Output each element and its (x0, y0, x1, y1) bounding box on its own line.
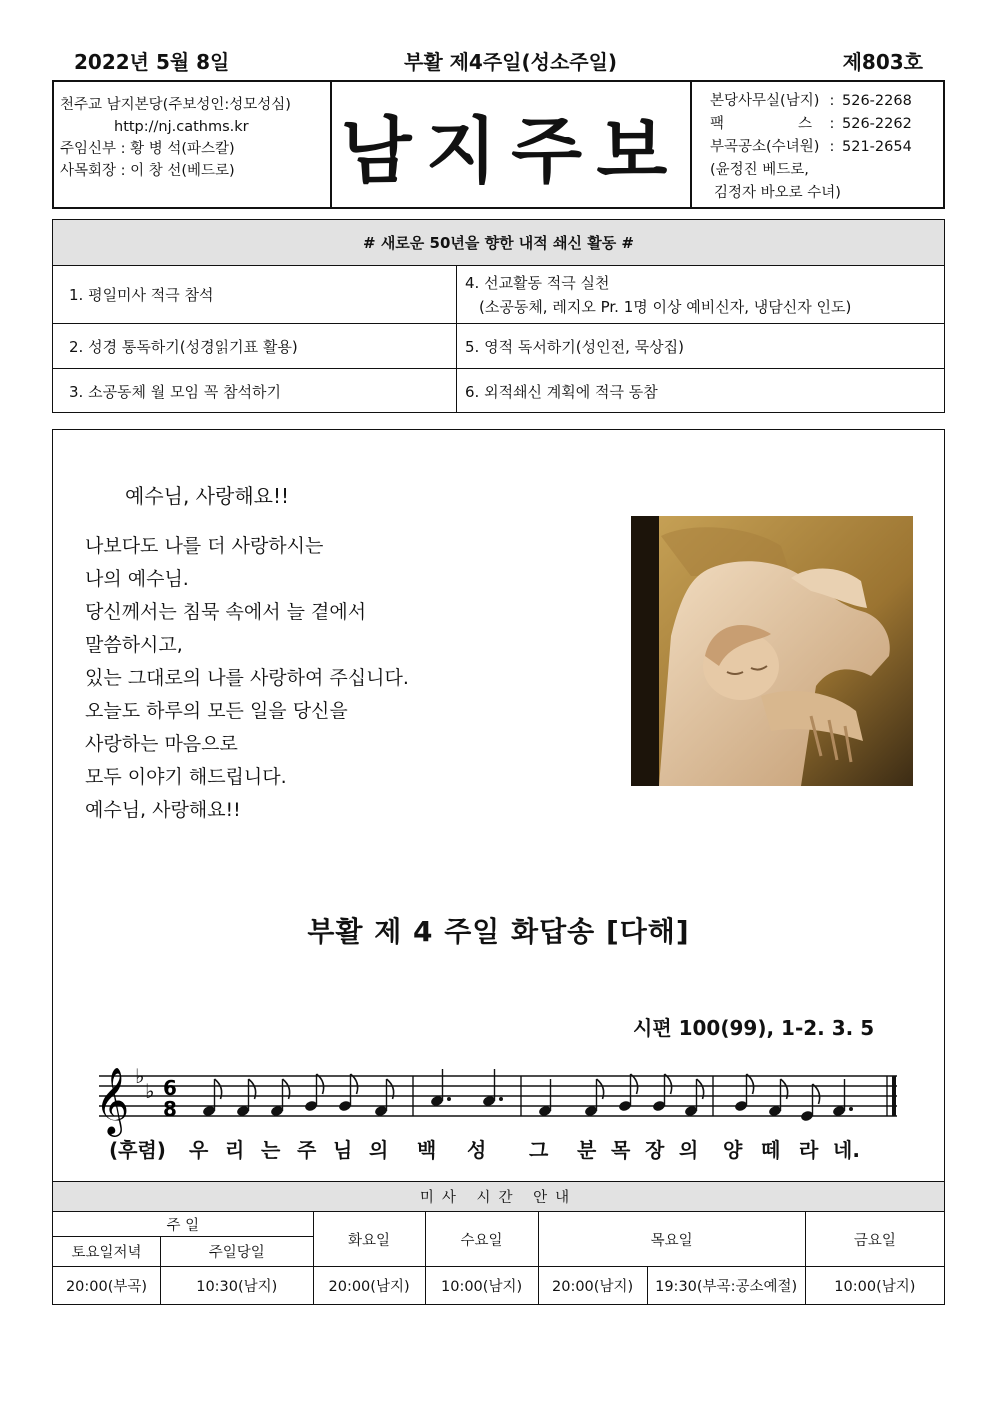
mass-time-cell: 10:30(남지) (161, 1267, 314, 1305)
lyric-syllable: 는 (261, 1138, 281, 1162)
lyric-syllable: 의 (369, 1138, 389, 1162)
lyric-syllable: 그 (529, 1138, 549, 1162)
renewal-item-detail: (소공동체, 레지오 Pr. 1명 이상 예비신자, 냉담신자 인도) (479, 298, 852, 316)
psalm-reference: 시편 100(99), 1-2. 3. 5 (633, 1016, 875, 1040)
mass-time-cell: 19:30(부곡:공소예절) (647, 1267, 805, 1305)
renewal-item: 2. 성경 통독하기(성경읽기표 활용) (53, 324, 457, 369)
time-signature-bottom: 8 (163, 1097, 177, 1121)
poem-title: 예수님, 사랑해요!! (125, 484, 289, 508)
lyric-syllable: 백 (417, 1138, 437, 1162)
sculpture-photo (631, 516, 913, 786)
lyric-syllable: 우 (189, 1138, 209, 1162)
liturgical-week: 부활 제4주일(성소주일) (404, 50, 618, 74)
time-signature-top: 6 (163, 1076, 177, 1100)
council-label: 사목회장 (60, 163, 117, 179)
parish-name: 천주교 남지본당 (60, 97, 163, 113)
contact-row: 부곡공소(수녀원) : 521-2654 (710, 136, 943, 159)
sunday-day-header: 주일당일 (161, 1237, 314, 1267)
pastor-name: 황 병 석(파스칼) (130, 141, 235, 157)
lyric-syllable: 떼 (761, 1138, 781, 1162)
renewal-heading: # 새로운 50년을 향한 내적 쇄신 활동 # (53, 220, 944, 266)
thursday-header: 목요일 (538, 1212, 805, 1267)
note-dot (447, 1097, 451, 1101)
note-flag (317, 1074, 324, 1094)
renewal-item: 4. 선교활동 적극 실천 (소공동체, 레지오 Pr. 1명 이상 예비신자, 냉담신자 인도) (457, 266, 944, 324)
lyric-syllable: 리 (225, 1138, 245, 1162)
poem-line: 말씀하시고, (85, 634, 183, 656)
treble-clef-icon: 𝄞 (95, 1066, 130, 1134)
note-flag (747, 1074, 754, 1094)
parish-info: 천주교 남지본당(주보성인:성모성심) http://nj.cathms.kr 주임신부 : 황 병 석(파스칼) 사목회장 : 이 창 선(베드로) (54, 82, 332, 207)
flat-icon: ♭ (145, 1079, 155, 1103)
council-name: 이 창 선(베드로) (130, 163, 235, 179)
poem-line: 모두 이야기 해드립니다. (85, 766, 287, 788)
wednesday-header: 수요일 (425, 1212, 538, 1267)
poem-body (85, 530, 409, 827)
contact-info (692, 82, 943, 207)
office-phone: 526-2268 (842, 93, 912, 109)
mission-phone: 521-2654 (842, 139, 912, 155)
mass-time-cell: 10:00(남지) (425, 1267, 538, 1305)
masthead (52, 80, 945, 209)
saturday-evening-header: 토요일저녁 (53, 1237, 161, 1267)
renewal-activities-table (52, 219, 945, 413)
mass-time-cell: 20:00(부곡) (53, 1267, 161, 1305)
contact-row: 본당사무실(남지) : 526-2268 (710, 90, 943, 113)
note-flag (351, 1074, 358, 1094)
lyric-syllable: (후렴) (109, 1138, 166, 1162)
lyric-syllable: 양 (723, 1138, 743, 1162)
lyric-syllable: 네. (833, 1138, 860, 1162)
lyric-syllable: 장 (645, 1138, 665, 1162)
parish-patron: (주보성인:성모성심) (162, 97, 291, 113)
mass-time-cell: 10:00(남지) (805, 1267, 944, 1305)
poem-line: 예수님, 사랑해요!! (85, 799, 241, 821)
friday-header: 금요일 (805, 1212, 944, 1267)
lyric-syllable: 목 (611, 1138, 631, 1162)
contact-note: 김정자 바오로 수녀) (714, 185, 841, 201)
poem-line: 있는 그대로의 나를 사랑하여 주십니다. (85, 667, 409, 689)
flat-icon: ♭ (135, 1064, 145, 1088)
lyric-syllable: 분 (577, 1138, 597, 1162)
pastor-label: 주임신부 (60, 141, 117, 157)
poem-line: 나보다도 나를 더 사랑하시는 (85, 535, 324, 557)
bulletin-title-box (332, 82, 692, 207)
main-content (52, 429, 945, 1181)
renewal-item: 6. 외적쇄신 계획에 적극 동참 (465, 382, 658, 401)
lyric-syllable: 성 (467, 1138, 487, 1162)
mass-time-cell: 20:00(남지) (313, 1267, 425, 1305)
lyric-syllable: 주 (297, 1138, 317, 1162)
note-flag (631, 1074, 638, 1094)
lyric-syllable: 의 (679, 1138, 699, 1162)
issue-header (52, 44, 945, 74)
bulletin-title: 남지주보 (340, 107, 682, 193)
note-flag (665, 1074, 672, 1094)
fax-number: 526-2262 (842, 116, 912, 132)
poem-line: 사랑하는 마음으로 (85, 733, 238, 755)
hymn-lyrics (109, 1134, 889, 1168)
issue-number: 제803호 (842, 50, 923, 74)
hymn-title: 부활 제 4 주일 화답송 [다해] (307, 915, 690, 948)
poem-line: 오늘도 하루의 모든 일을 당신을 (85, 700, 348, 722)
note-flag (813, 1084, 820, 1104)
mass-time-cell: 20:00(남지) (538, 1267, 647, 1305)
issue-date: 2022년 5월 8일 (74, 50, 230, 74)
mass-times-caption: 미사 시간 안내 (53, 1182, 945, 1212)
renewal-item: 5. 영적 독서하기(성인전, 묵상집) (457, 324, 944, 369)
renewal-item: 1. 평일미사 적극 참석 (53, 266, 457, 324)
mass-times-table (52, 1181, 945, 1305)
note-dot (499, 1097, 503, 1101)
renewal-item: 3. 소공동체 월 모임 꼭 참석하기 (53, 369, 457, 413)
sunday-header: 주 일 (53, 1212, 314, 1237)
lyric-syllable: 라 (799, 1138, 819, 1162)
contact-row: 팩 스 : 526-2262 (710, 113, 943, 136)
poem-line: 당신께서는 침묵 속에서 늘 곁에서 (85, 601, 367, 623)
tuesday-header: 화요일 (313, 1212, 425, 1267)
poem-line: 나의 예수님. (85, 568, 189, 590)
parish-url-link[interactable]: http://nj.cathms.kr (114, 119, 249, 135)
note-dot (849, 1107, 853, 1111)
lyric-syllable: 님 (333, 1138, 353, 1162)
contact-note: (윤정진 베드로, (710, 162, 809, 178)
